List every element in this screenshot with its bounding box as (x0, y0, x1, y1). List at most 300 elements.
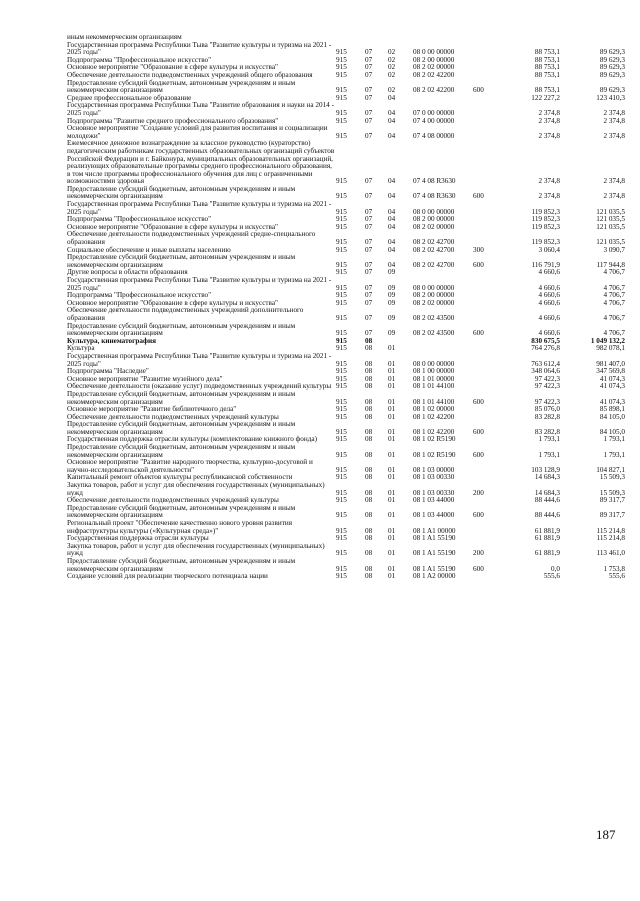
row-amount-year-2: 4 706,7 (603, 313, 625, 322)
row-target-article-code: 07 4 08 R3630 (413, 192, 456, 201)
row-amount-year-1: 2 374,8 (538, 192, 560, 201)
row-target-article-code: 08 2 02 43500 (413, 329, 455, 338)
row-expense-type-code: 200 (473, 488, 484, 497)
row-amount-year-1: 61 881,9 (534, 526, 560, 535)
row-grbs-code: 915 (336, 488, 347, 497)
row-amount-year-1: 830 675,5 (531, 336, 560, 345)
row-amount-year-1: 88 753,1 (534, 55, 560, 64)
row-name: Среднее профессиональное образование (67, 93, 192, 102)
table-row (67, 391, 625, 406)
row-grbs-code: 915 (336, 291, 347, 300)
table-row (67, 558, 625, 573)
table-row (67, 231, 625, 246)
row-name: Создание условий для реализации творческого потенциала нации (67, 572, 268, 581)
row-amount-year-2: 115 214,8 (596, 526, 625, 535)
row-name: Предоставление субсидий бюджетным, автономным учреждениям и иным некоммерческим организациям (67, 556, 296, 573)
row-amount-year-1: 83 282,8 (534, 412, 560, 421)
row-amount-year-1: 4 660,6 (538, 268, 560, 277)
row-section-code: 08 (365, 367, 373, 376)
row-name: Основное мероприятие "Создание условий для развития воспитания и социализации молодежи" (67, 124, 328, 140)
row-name: Государственная программа Республики Тыва "Развитие культуры и туризма на 2021 - 2025 годы" (67, 351, 332, 368)
row-subsection-code: 01 (388, 359, 396, 368)
row-expense-type-code: 600 (473, 450, 484, 459)
row-grbs-code: 915 (336, 549, 347, 558)
row-target-article-code: 08 1 03 00330 (413, 473, 455, 482)
row-name: Государственная программа Республики Тыва "Развитие культуры и туризма на 2021 - 2025 годы" (67, 40, 332, 57)
row-section-code: 07 (365, 222, 373, 231)
row-target-article-code: 08 1 A1 55190 (413, 549, 456, 558)
table-row (67, 277, 625, 292)
row-subsection-code: 04 (388, 108, 396, 117)
row-name: Обеспечение деятельности подведомственных учреждений средне-специального образования (67, 230, 316, 247)
row-grbs-code: 915 (336, 496, 347, 505)
row-grbs-code: 915 (336, 48, 347, 57)
table-row (67, 444, 625, 459)
row-amount-year-2: 1 753,8 (603, 564, 625, 573)
row-subsection-code: 01 (388, 374, 396, 383)
row-subsection-code: 01 (388, 465, 396, 474)
row-subsection-code: 04 (388, 215, 396, 224)
row-amount-year-2: 41 074,3 (599, 397, 625, 406)
table-row (67, 201, 625, 216)
row-amount-year-2: 41 074,3 (599, 374, 625, 383)
row-target-article-code: 08 2 02 42200 (413, 86, 455, 95)
row-grbs-code: 915 (336, 108, 347, 117)
row-name: Подпрограмма "Профессиональное искусство" (67, 215, 212, 224)
row-section-code: 08 (365, 511, 373, 520)
row-amount-year-1: 61 881,9 (534, 534, 560, 543)
row-subsection-code: 04 (388, 192, 396, 201)
row-amount-year-2: 982 078,1 (596, 344, 625, 353)
row-amount-year-1: 119 852,3 (531, 207, 560, 216)
row-name: Государственная поддержка отрасли культуры (комплектование книжного фонда) (67, 435, 317, 444)
row-target-article-code: 07 0 00 00000 (413, 108, 455, 117)
row-subsection-code: 01 (388, 397, 396, 406)
row-name: Основное мероприятие "Развитие библиотечного дела" (67, 405, 237, 414)
row-name: Предоставление субсидий бюджетным, автономным учреждениям и иным некоммерческим организациям (67, 78, 296, 95)
row-target-article-code: 08 1 01 00000 (413, 374, 455, 383)
row-section-code: 07 (365, 215, 373, 224)
row-amount-year-1: 88 753,1 (534, 48, 560, 57)
row-name: Обеспечение деятельности подведомственных учреждений культуры (67, 412, 279, 421)
row-target-article-code: 08 1 A1 00000 (413, 526, 456, 535)
row-subsection-code: 01 (388, 435, 396, 444)
row-amount-year-1: 97 422,3 (534, 397, 560, 406)
row-section-code: 07 (365, 63, 373, 72)
row-section-code: 07 (365, 298, 373, 307)
row-subsection-code: 02 (388, 86, 396, 95)
row-amount-year-1: 2 374,8 (538, 131, 560, 140)
row-grbs-code: 915 (336, 260, 347, 269)
row-amount-year-1: 4 660,6 (538, 291, 560, 300)
row-section-code: 08 (365, 572, 373, 581)
row-target-article-code: 08 2 00 00000 (413, 215, 455, 224)
row-name: Подпрограмма "Наследие" (67, 367, 149, 376)
row-amount-year-1: 14 684,3 (534, 488, 560, 497)
row-section-code: 08 (365, 427, 373, 436)
row-amount-year-2: 981 407,0 (596, 359, 625, 368)
row-section-code: 07 (365, 70, 373, 79)
row-expense-type-code: 300 (473, 245, 484, 254)
row-subsection-code: 04 (388, 207, 396, 216)
row-name: Предоставление субсидий бюджетным, автономным учреждениям и иным некоммерческим организациям (67, 253, 296, 269)
row-subsection-code: 01 (388, 572, 396, 581)
row-section-code: 08 (365, 435, 373, 444)
row-amount-year-2: 555,6 (608, 572, 625, 581)
row-name: Подпрограмма "Развитие среднего профессионального образования" (67, 116, 279, 125)
row-amount-year-1: 4 660,6 (538, 283, 560, 292)
row-expense-type-code: 600 (473, 192, 484, 201)
row-amount-year-2: 2 374,8 (603, 131, 625, 140)
row-grbs-code: 915 (336, 283, 347, 292)
row-name: Основное мероприятие "Образование в сфере культуры и искусства" (67, 63, 278, 72)
row-expense-type-code: 600 (473, 86, 484, 95)
row-name: Предоставление субсидий бюджетным, автономным учреждениям и иным некоммерческим организациям (67, 184, 296, 201)
row-section-code: 08 (365, 336, 373, 345)
row-subsection-code: 01 (388, 488, 396, 497)
row-amount-year-2: 84 105,0 (599, 427, 625, 436)
row-name: Обеспечение деятельности (оказание услуг) подведомственных учреждений культуры (67, 382, 332, 391)
row-name: Региональный проект "Обеспечение качественно нового уровня развития инфраструктуры культуры («Культурная среда»)" (67, 519, 293, 535)
row-section-code: 07 (365, 245, 373, 254)
row-amount-year-2: 89 629,3 (599, 63, 625, 72)
row-target-article-code: 07 4 08 00000 (413, 131, 455, 140)
row-subsection-code: 01 (388, 405, 396, 414)
row-name: Основное мероприятие "Образование в сфере культуры и искусства" (67, 222, 278, 231)
row-amount-year-1: 4 660,6 (538, 298, 560, 307)
table-row (67, 505, 625, 520)
row-section-code: 07 (365, 93, 373, 102)
row-name: Социальное обеспечение и иные выплаты населению (67, 245, 231, 254)
row-amount-year-2: 2 374,8 (603, 108, 625, 117)
row-amount-year-2: 89 629,3 (599, 55, 625, 64)
row-section-code: 08 (365, 526, 373, 535)
row-subsection-code: 09 (388, 268, 396, 277)
row-grbs-code: 915 (336, 63, 347, 72)
row-target-article-code: 08 1 03 00000 (413, 465, 455, 474)
table-row (67, 520, 625, 535)
row-amount-year-1: 119 852,3 (531, 238, 560, 247)
row-target-article-code: 08 1 02 00000 (413, 405, 455, 414)
row-grbs-code: 915 (336, 298, 347, 307)
row-expense-type-code: 600 (473, 564, 484, 573)
row-amount-year-1: 1 793,1 (538, 450, 560, 459)
row-subsection-code: 01 (388, 549, 396, 558)
row-amount-year-1: 97 422,3 (534, 374, 560, 383)
table-row (67, 42, 625, 57)
row-amount-year-2: 121 035,5 (596, 222, 625, 231)
row-name: Предоставление субсидий бюджетным, автономным учреждениям и иным некоммерческим организациям (67, 503, 296, 520)
row-amount-year-1: 61 881,9 (534, 549, 560, 558)
row-name: Государственная программа Республики Тыва "Развитие образования и науки на 2014 - 2025 годы" (67, 101, 334, 117)
row-target-article-code: 07 4 08 R3630 (413, 177, 456, 186)
table-row (67, 543, 625, 558)
row-amount-year-1: 85 076,0 (534, 405, 560, 414)
row-target-article-code: 08 2 00 00000 (413, 55, 455, 64)
row-subsection-code: 01 (388, 450, 396, 459)
row-amount-year-1: 4 660,6 (538, 313, 560, 322)
row-subsection-code: 04 (388, 238, 396, 247)
row-grbs-code: 915 (336, 93, 347, 102)
row-section-code: 08 (365, 344, 373, 353)
row-name: Предоставление субсидий бюджетным, автономным учреждениям и иным некоммерческим организациям (67, 420, 296, 436)
row-grbs-code: 915 (336, 367, 347, 376)
row-target-article-code: 08 0 00 00000 (413, 48, 455, 57)
row-target-article-code: 08 1 02 R5190 (413, 450, 456, 459)
row-section-code: 08 (365, 564, 373, 573)
row-subsection-code: 04 (388, 93, 396, 102)
table-row (67, 573, 625, 581)
row-section-code: 07 (365, 283, 373, 292)
row-grbs-code: 915 (336, 473, 347, 482)
row-section-code: 08 (365, 488, 373, 497)
row-target-article-code: 08 1 02 42200 (413, 427, 455, 436)
row-amount-year-2: 121 035,5 (596, 238, 625, 247)
row-amount-year-2: 4 706,7 (603, 268, 625, 277)
row-name: Подпрограмма "Профессиональное искусство" (67, 291, 212, 300)
row-section-code: 08 (365, 397, 373, 406)
row-target-article-code: 08 1 03 44000 (413, 511, 455, 520)
row-target-article-code: 08 1 A1 55190 (413, 534, 456, 543)
row-name: Культура, кинематография (67, 336, 156, 345)
row-section-code: 07 (365, 268, 373, 277)
row-target-article-code: 08 2 02 42700 (413, 238, 455, 247)
row-target-article-code: 08 0 00 00000 (413, 359, 455, 368)
row-grbs-code: 915 (336, 131, 347, 140)
row-target-article-code: 08 2 02 42700 (413, 245, 455, 254)
row-grbs-code: 915 (336, 207, 347, 216)
row-subsection-code: 01 (388, 473, 396, 482)
row-grbs-code: 915 (336, 405, 347, 414)
row-target-article-code: 08 1 A2 00000 (413, 572, 456, 581)
row-name: Обеспечение деятельности подведомственных учреждений дополнительного образования (67, 306, 304, 322)
row-subsection-code: 09 (388, 291, 396, 300)
row-section-code: 07 (365, 192, 373, 201)
row-amount-year-2: 85 898,1 (599, 405, 625, 414)
row-name: Обеспечение деятельности подведомственных учреждений культуры (67, 496, 279, 505)
row-amount-year-1: 88 444,6 (534, 511, 560, 520)
row-subsection-code: 09 (388, 298, 396, 307)
table-row (67, 125, 625, 140)
row-amount-year-1: 88 753,1 (534, 63, 560, 72)
row-amount-year-2: 89 629,3 (599, 70, 625, 79)
row-target-article-code: 08 1 03 00330 (413, 488, 455, 497)
row-grbs-code: 915 (336, 511, 347, 520)
row-grbs-code: 915 (336, 313, 347, 322)
row-expense-type-code: 600 (473, 397, 484, 406)
row-grbs-code: 915 (336, 329, 347, 338)
row-target-article-code: 08 0 00 00000 (413, 283, 455, 292)
row-grbs-code: 915 (336, 222, 347, 231)
row-amount-year-2: 15 509,3 (599, 488, 625, 497)
row-subsection-code: 01 (388, 511, 396, 520)
row-name: Государственная поддержка отрасли культуры (67, 534, 209, 543)
row-subsection-code: 01 (388, 427, 396, 436)
row-grbs-code: 915 (336, 412, 347, 421)
row-amount-year-2: 121 035,5 (596, 207, 625, 216)
row-grbs-code: 915 (336, 435, 347, 444)
row-target-article-code: 08 1 01 44100 (413, 397, 455, 406)
row-section-code: 08 (365, 549, 373, 558)
row-amount-year-1: 88 753,1 (534, 70, 560, 79)
row-name: Ежемесячное денежное вознаграждение за классное руководство (кураторство) педагогическим работникам государственных образовательных организаций субъектов Российской Федерации и г. Байконура, муниципальных образовательных организаций, реализующих образовательные программы среднего профессионального образования, в том числе программы профессионального обучения для лиц с ограниченными возможностями здоровья (67, 139, 335, 186)
row-section-code: 07 (365, 207, 373, 216)
row-subsection-code: 09 (388, 283, 396, 292)
row-grbs-code: 915 (336, 450, 347, 459)
row-grbs-code: 915 (336, 374, 347, 383)
row-target-article-code: 08 2 02 00000 (413, 63, 455, 72)
row-name: Другие вопросы в области образования (67, 268, 188, 277)
row-amount-year-2: 1 793,1 (603, 450, 625, 459)
row-amount-year-1: 4 660,6 (538, 329, 560, 338)
row-grbs-code: 915 (336, 70, 347, 79)
row-name: Предоставление субсидий бюджетным, автономным учреждениям и иным некоммерческим организациям (67, 443, 296, 459)
row-target-article-code: 08 1 03 44000 (413, 496, 455, 505)
row-amount-year-2: 89 629,3 (599, 86, 625, 95)
row-amount-year-2: 4 706,7 (603, 298, 625, 307)
row-name: Государственная программа Республики Тыва "Развитие культуры и туризма на 2021 - 2025 годы" (67, 276, 332, 292)
row-section-code: 08 (365, 496, 373, 505)
table-row (67, 254, 625, 269)
row-name: Государственная программа Республики Тыва "Развитие культуры и туризма на 2021 - 2025 годы" (67, 200, 332, 216)
table-row (67, 482, 625, 497)
row-amount-year-2: 113 461,0 (596, 549, 625, 558)
row-subsection-code: 01 (388, 564, 396, 573)
row-target-article-code: 08 2 02 00000 (413, 298, 455, 307)
row-amount-year-1: 103 128,9 (531, 465, 560, 474)
row-subsection-code: 04 (388, 222, 396, 231)
row-section-code: 07 (365, 177, 373, 186)
row-subsection-code: 09 (388, 313, 396, 322)
row-subsection-code: 04 (388, 177, 396, 186)
row-subsection-code: 01 (388, 534, 396, 543)
row-subsection-code: 02 (388, 48, 396, 57)
row-name: Закупка товаров, работ и услуг для обеспечения государственных (муниципальных) нужд (67, 481, 325, 497)
row-target-article-code: 08 1 02 42200 (413, 412, 455, 421)
row-grbs-code: 915 (336, 534, 347, 543)
row-section-code: 07 (365, 313, 373, 322)
row-section-code: 08 (365, 473, 373, 482)
row-section-code: 08 (365, 450, 373, 459)
row-amount-year-1: 2 374,8 (538, 116, 560, 125)
row-section-code: 07 (365, 86, 373, 95)
row-amount-year-2: 1 049 132,2 (590, 336, 625, 345)
row-amount-year-2: 117 944,8 (596, 260, 625, 269)
row-grbs-code: 915 (336, 564, 347, 573)
row-section-code: 07 (365, 131, 373, 140)
row-target-article-code: 08 1 02 R5190 (413, 435, 456, 444)
row-grbs-code: 915 (336, 55, 347, 64)
row-grbs-code: 915 (336, 215, 347, 224)
row-amount-year-2: 4 706,7 (603, 291, 625, 300)
table-row (67, 307, 625, 322)
row-grbs-code: 915 (336, 359, 347, 368)
row-grbs-code: 915 (336, 245, 347, 254)
row-grbs-code: 915 (336, 382, 347, 391)
row-amount-year-1: 116 791,9 (531, 260, 560, 269)
row-amount-year-1: 763 612,4 (531, 359, 560, 368)
row-subsection-code: 01 (388, 412, 396, 421)
row-grbs-code: 915 (336, 397, 347, 406)
row-amount-year-2: 123 410,3 (596, 93, 625, 102)
row-grbs-code: 915 (336, 336, 347, 345)
row-amount-year-2: 4 706,7 (603, 283, 625, 292)
row-section-code: 07 (365, 260, 373, 269)
row-subsection-code: 04 (388, 116, 396, 125)
row-name: Подпрограмма "Профессиональное искусство" (67, 55, 212, 64)
row-amount-year-1: 88 753,1 (534, 86, 560, 95)
page-number: 187 (596, 827, 616, 842)
row-amount-year-2: 15 509,3 (599, 473, 625, 482)
row-amount-year-1: 119 852,3 (531, 215, 560, 224)
row-amount-year-1: 14 684,3 (534, 473, 560, 482)
row-grbs-code: 915 (336, 116, 347, 125)
row-amount-year-2: 84 105,0 (599, 412, 625, 421)
row-name: Обеспечение деятельности подведомственных учреждений общего образования (67, 70, 313, 79)
row-subsection-code: 04 (388, 245, 396, 254)
row-amount-year-1: 122 227,2 (531, 93, 560, 102)
row-grbs-code: 915 (336, 465, 347, 474)
row-name: иным некоммерческим организациям (67, 33, 182, 41)
row-target-article-code: 08 2 02 42200 (413, 70, 455, 79)
row-section-code: 07 (365, 238, 373, 247)
table-row (67, 323, 625, 338)
row-amount-year-2: 41 074,3 (599, 382, 625, 391)
row-amount-year-2: 115 214,8 (596, 534, 625, 543)
budget-table (67, 34, 625, 581)
row-section-code: 08 (365, 359, 373, 368)
row-name: Основное мероприятие "Развитие народного творчества, культурно-досуговой и научно-исследовательской деятельности" (67, 458, 313, 474)
row-subsection-code: 04 (388, 131, 396, 140)
row-section-code: 08 (365, 412, 373, 421)
row-subsection-code: 01 (388, 367, 396, 376)
row-amount-year-2: 2 374,8 (603, 177, 625, 186)
row-amount-year-2: 89 317,7 (599, 511, 625, 520)
row-grbs-code: 915 (336, 192, 347, 201)
row-subsection-code: 02 (388, 55, 396, 64)
row-grbs-code: 915 (336, 86, 347, 95)
row-subsection-code: 01 (388, 344, 396, 353)
row-section-code: 08 (365, 382, 373, 391)
row-amount-year-1: 97 422,3 (534, 382, 560, 391)
row-name: Предоставление субсидий бюджетным, автономным учреждениям и иным некоммерческим организациям (67, 321, 296, 338)
row-section-code: 07 (365, 329, 373, 338)
row-expense-type-code: 600 (473, 511, 484, 520)
row-expense-type-code: 600 (473, 329, 484, 338)
table-row (67, 186, 625, 201)
row-grbs-code: 915 (336, 238, 347, 247)
table-row (67, 140, 625, 186)
row-amount-year-1: 1 793,1 (538, 435, 560, 444)
row-amount-year-1: 0,0 (551, 564, 560, 573)
row-amount-year-2: 4 706,7 (603, 329, 625, 338)
row-amount-year-1: 2 374,8 (538, 177, 560, 186)
row-grbs-code: 915 (336, 344, 347, 353)
row-target-article-code: 08 2 02 43500 (413, 313, 455, 322)
row-amount-year-2: 89 317,7 (599, 496, 625, 505)
row-target-article-code: 08 2 02 00000 (413, 222, 455, 231)
row-name: Основное мероприятие "Развитие музейного дела" (67, 374, 223, 383)
row-section-code: 07 (365, 291, 373, 300)
row-subsection-code: 02 (388, 63, 396, 72)
row-name: Капитальный ремонт объектов культуры республиканской собственности (67, 473, 293, 482)
row-expense-type-code: 200 (473, 549, 484, 558)
row-amount-year-1: 3 060,4 (538, 245, 560, 254)
row-amount-year-2: 104 827,1 (596, 465, 625, 474)
row-subsection-code: 02 (388, 70, 396, 79)
table-row (67, 421, 625, 436)
row-section-code: 07 (365, 48, 373, 57)
